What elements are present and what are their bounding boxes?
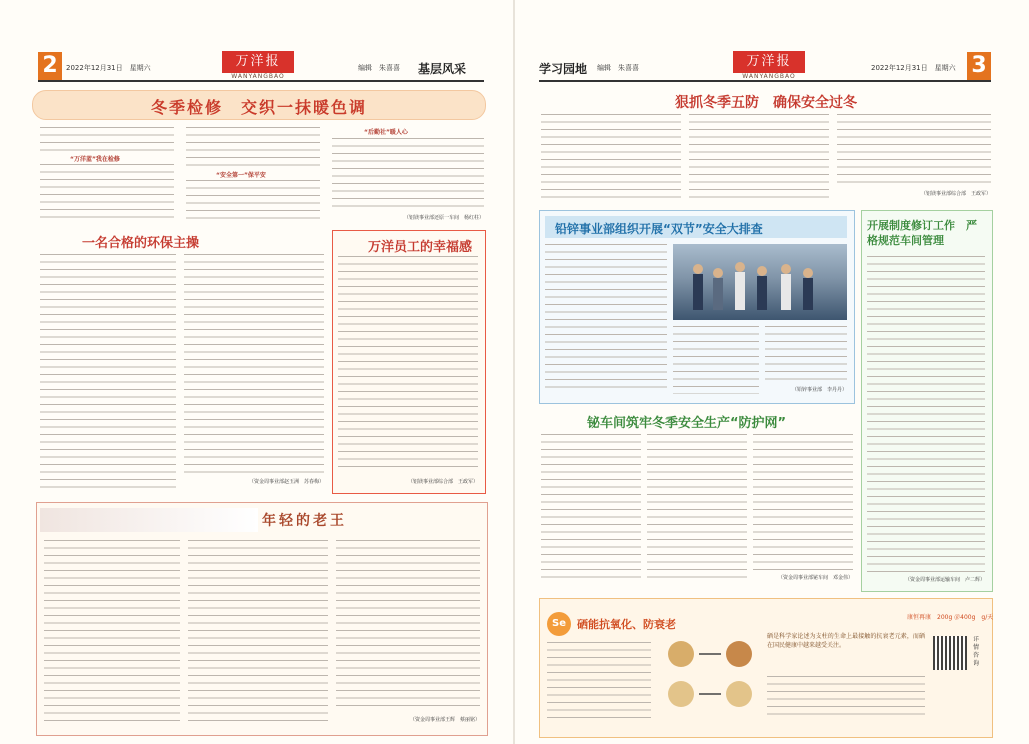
text-column: [186, 127, 320, 167]
text-column: [188, 540, 328, 726]
left-page: [0, 0, 514, 744]
selenium-badge: Se: [547, 612, 571, 636]
text-column: [332, 138, 484, 210]
article-title: 铋车间筑牢冬季安全生产“防护网”: [587, 416, 787, 431]
price-label: 康恒再康 200g ＠400g g/天: [907, 614, 994, 621]
text-column: [186, 180, 320, 224]
text-column: [545, 244, 667, 394]
byline: （铝镁事业部综合部 王政军）: [920, 191, 991, 197]
article-title: 开展制度修订工作 严格规范车间管理: [867, 219, 977, 247]
ad-title: 硒能抗氧化、防衰老: [577, 618, 676, 631]
ad-slogan: 硒是科学家论述为支柱的生命上最接触的抗衰老元素，而硒在国民健康中越来越受关注。: [767, 633, 925, 649]
byline: （铝镁事业部还原一车间 杨红柱）: [403, 215, 484, 221]
text-column: [837, 114, 991, 186]
byline: （铝镁事业部综合部 王政军）: [407, 479, 478, 485]
banner-title-bar: [32, 90, 486, 120]
text-column: [867, 256, 985, 572]
masthead-logo: 万洋报: [733, 51, 805, 73]
byline: （铅锌事业部 李丹丹）: [791, 387, 847, 393]
subhead: “万洋蓝”我在检修: [70, 156, 120, 163]
issue-date: 2022年12月31日 星期六: [66, 64, 151, 72]
text-column: [541, 114, 681, 198]
masthead-logo-en: WANYANGBAO: [742, 73, 796, 80]
header-rule: [38, 80, 484, 82]
article-title: 一名合格的环保主操: [82, 236, 200, 251]
apple-illustration: [659, 626, 761, 716]
byline: （资金周事业部运输车间 卢二辉）: [904, 577, 985, 583]
text-column: [547, 642, 651, 722]
text-column: [647, 434, 747, 580]
byline: （资金周事业部赵玉洲 苏春梅）: [248, 479, 324, 485]
title-decoration: [40, 508, 258, 532]
issue-date: 2022年12月31日 星期六: [871, 64, 956, 72]
text-column: [753, 434, 853, 570]
editor-credit: 编辑 朱喜喜: [597, 64, 639, 72]
photo-figures: [673, 244, 847, 320]
text-column: [40, 127, 174, 151]
text-column: [541, 434, 641, 580]
text-column: [40, 254, 176, 490]
editor-credit: 编辑 朱喜喜: [358, 64, 400, 72]
section-title: 学习园地: [539, 62, 588, 76]
page-number: 2: [38, 52, 62, 80]
article-title: 铅锌事业部组织开展“双节”安全大排查: [555, 222, 763, 236]
text-column: [338, 256, 478, 472]
subhead: “后勤社”暖人心: [364, 129, 408, 136]
text-column: [336, 540, 480, 712]
text-column: [765, 326, 847, 384]
right-page: [515, 0, 1029, 744]
article-title: 年轻的老王: [262, 513, 347, 529]
text-column: [767, 676, 925, 720]
byline: （资金周事业部王辉 蔡丽铭）: [409, 717, 480, 723]
subhead: “安全第一”保平安: [216, 172, 266, 179]
text-column: [689, 114, 829, 198]
qr-caption: 详情咨询: [973, 636, 980, 667]
text-column: [673, 326, 759, 394]
masthead-logo: 万洋报: [222, 51, 294, 73]
header-rule: [539, 80, 991, 82]
banner-title: 冬季检修 交织一抹暖色调: [150, 98, 367, 117]
headline: 狠抓冬季五防 确保安全过冬: [675, 95, 857, 111]
text-column: [44, 540, 180, 726]
article-title: 万洋员工的幸福感: [368, 240, 473, 255]
byline: （资金周事业部铋车间 邓金伟）: [777, 575, 853, 581]
section-title: 基层风采: [418, 62, 467, 76]
qr-code: [933, 636, 967, 670]
apple-comparison-image: [659, 626, 761, 716]
text-column: [184, 254, 324, 476]
inspection-photo: [673, 244, 847, 320]
page-number: 3: [967, 52, 991, 80]
text-column: [40, 164, 174, 224]
masthead-logo-en: WANYANGBAO: [231, 73, 285, 80]
